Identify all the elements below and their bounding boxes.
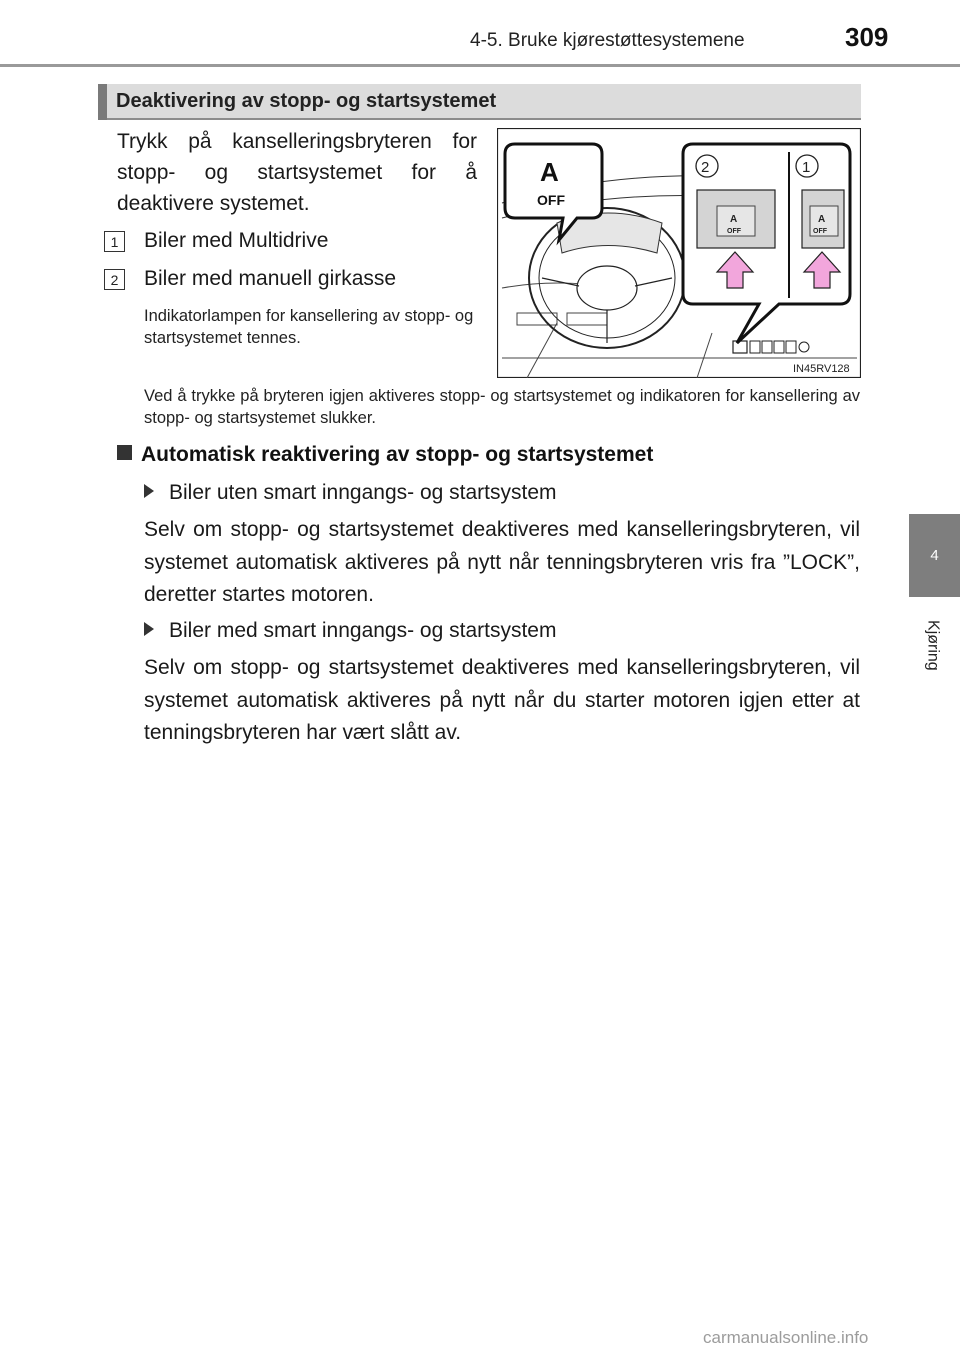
triangle-bullet-icon — [144, 622, 154, 636]
subsection-title: Automatisk reaktivering av stopp- og startsystemet — [141, 443, 654, 466]
switch-off-label: OFF — [813, 228, 827, 235]
item-number-box: 1 — [104, 231, 125, 252]
page-number: 309 — [845, 22, 889, 52]
bullet-paragraph: Selv om stopp- og startsystemet deaktiveres med kanselleringsbryteren, vil systemet automatisk aktiveres på nytt når du starter motoren igjen etter at tenningsbryteren har vært slått av. — [144, 656, 860, 744]
header-divider — [0, 64, 960, 67]
bullet-heading — [144, 619, 556, 643]
reactivation-note: Ved å trykke på bryteren igjen aktiveres stopp- og startsystemet og indikatoren for kansellering av stopp- og startsystemet slukker. — [144, 387, 860, 427]
square-bullet-icon — [117, 445, 132, 460]
watermark: carmanualsonline.info — [703, 1328, 869, 1347]
intro-text: Trykk på kanselleringsbryteren for stopp- og startsystemet for å deaktivere systemet. — [117, 130, 477, 215]
callout-a-glyph: A — [540, 157, 559, 187]
section-title-bar — [98, 84, 861, 120]
header-section-title: 4-5. Bruke kjørestøttesystemene — [470, 30, 745, 51]
item-text: Biler med Multidrive — [144, 229, 329, 252]
dashboard-illustration — [497, 128, 861, 378]
title-accent — [98, 84, 107, 120]
callout-label-2: 2 — [701, 159, 710, 176]
indicator-note: Indikatorlampen for kansellering av stopp- og startsystemet tennes. — [144, 307, 474, 347]
illustration-code: IN45RV128 — [793, 363, 850, 375]
chapter-tab — [909, 514, 960, 597]
chapter-name: Kjøring — [924, 619, 942, 671]
bullet-paragraph: Selv om stopp- og startsystemet deaktiveres med kanselleringsbryteren, vil systemet automatisk aktiveres på nytt når tenningsbryteren vris fra ”LOCK”, deretter startes motoren. — [144, 518, 860, 606]
bullet-label: Biler uten smart inngangs- og startsystem — [169, 481, 557, 504]
bullet-heading — [144, 481, 557, 505]
callout-label-1: 1 — [802, 159, 811, 176]
chapter-number: 4 — [930, 547, 939, 564]
switch-a-glyph: A — [730, 214, 738, 225]
callout-off-label: OFF — [537, 192, 565, 208]
switch-off-label: OFF — [727, 228, 741, 235]
item-number-box: 2 — [104, 269, 125, 290]
item-text: Biler med manuell girkasse — [144, 267, 397, 290]
section-title: Deaktivering av stopp- og startsystemet — [116, 90, 497, 112]
switch-a-glyph: A — [818, 214, 826, 225]
subsection-heading — [117, 443, 653, 467]
bullet-label: Biler med smart inngangs- og startsystem — [169, 619, 557, 642]
triangle-bullet-icon — [144, 484, 154, 498]
